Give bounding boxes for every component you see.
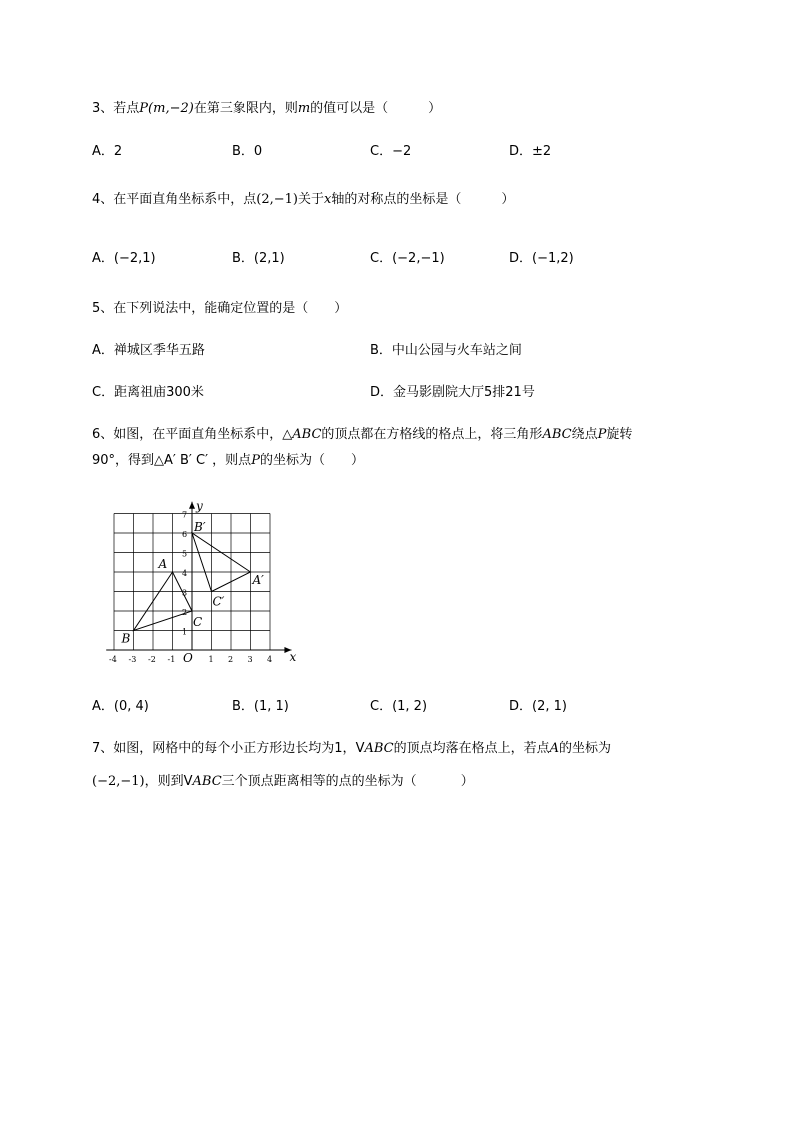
question-text: 90°，得到△A′ B′ C′ ，则点	[92, 453, 252, 468]
question-6	[92, 426, 632, 444]
question-number: 4、	[92, 192, 114, 207]
option-d[interactable]: D．金马影剧院大厅5排21号	[370, 385, 535, 400]
point-label: P	[251, 453, 260, 468]
vertex-label-c: C	[193, 615, 203, 629]
question-text: 在第三象限内，则	[193, 101, 298, 116]
question-text: 三个顶点距离相等的点的坐标为（	[221, 774, 417, 789]
vertex-label-a: A	[158, 557, 168, 571]
question-text: 在平面直角坐标系中，点	[113, 192, 257, 207]
y-tick-label: 3	[182, 588, 188, 598]
x-tick-label: -1	[167, 655, 176, 664]
answer-paren-close: ）	[501, 192, 515, 207]
question-text: 的顶点都在方格线的格点上，将三角形	[321, 427, 543, 442]
triangle-abc	[134, 572, 193, 631]
option-c[interactable]: C．(1, 2)	[370, 699, 428, 714]
question-4	[92, 191, 514, 209]
question-number: 3、	[92, 101, 114, 116]
question-text: 若点	[113, 101, 140, 116]
triangle-symbol: V	[183, 774, 193, 789]
x-tick-label: 4	[267, 655, 273, 664]
coordinate-figure	[100, 490, 300, 670]
triangle-label: ABC	[292, 427, 322, 442]
option-a[interactable]: A．2	[92, 144, 123, 159]
question-number: 7、	[92, 741, 114, 756]
option-a[interactable]: A．禅城区季华五路	[92, 343, 205, 358]
question-3	[92, 100, 441, 118]
question-text: 的坐标为（	[259, 453, 325, 468]
question-number: 6、	[92, 427, 114, 442]
option-b[interactable]: B．(2,1)	[232, 251, 285, 266]
triangle-label: ABC	[542, 427, 572, 442]
question-text: 的坐标为	[559, 741, 612, 756]
vertex-label-c-prime: C′	[212, 594, 225, 609]
option-b[interactable]: B．(1, 1)	[232, 699, 289, 714]
question-text: 的值可以是（	[310, 101, 389, 116]
point-label: A	[549, 741, 560, 756]
y-tick-label: 1	[182, 627, 188, 637]
answer-paren-close: ）	[428, 101, 442, 116]
question-text: 的顶点均落在格点上，若点	[393, 741, 550, 756]
point-label: P(m,−2)	[139, 101, 194, 116]
question-5	[92, 300, 347, 318]
question-number: 5、	[92, 301, 114, 316]
option-d[interactable]: D．(−1,2)	[509, 251, 574, 266]
answer-paren-close: ）	[334, 301, 348, 316]
x-tick-label: -4	[109, 655, 117, 664]
question-text: 关于	[298, 192, 325, 207]
question-text: 在下列说法中，能确定位置的是（	[113, 301, 309, 316]
question-text: 轴的对称点的坐标是（	[331, 192, 462, 207]
y-tick-label: 5	[182, 549, 188, 559]
option-a[interactable]: A．(−2,1)	[92, 251, 156, 266]
variable-label: m	[297, 101, 311, 116]
triangle-abc-prime	[192, 533, 251, 592]
x-tick-label: -3	[128, 655, 137, 664]
option-a[interactable]: A．(0, 4)	[92, 699, 149, 714]
triangle-label: ABC	[364, 741, 394, 756]
question-text: 绕点	[571, 427, 598, 442]
question-7-line-2	[92, 773, 474, 791]
y-axis-label: y	[196, 498, 203, 513]
question-text: 旋转	[606, 427, 633, 442]
question-text: 如图，在平面直角坐标系中，△	[113, 427, 293, 442]
option-d[interactable]: D．±2	[509, 144, 552, 159]
axis-label: x	[324, 192, 332, 207]
triangle-symbol: V	[355, 741, 365, 756]
x-tick-label: 3	[247, 655, 253, 664]
option-c[interactable]: C．距离祖庙300米	[92, 385, 204, 400]
x-axis-label: x	[289, 650, 297, 664]
x-tick-label: 1	[208, 655, 214, 664]
question-6-line-2	[92, 452, 364, 470]
option-b[interactable]: B．0	[232, 144, 263, 159]
point-label: (2,−1)	[256, 192, 299, 207]
y-tick-label: 4	[182, 569, 188, 578]
x-tick-label: -2	[148, 655, 156, 664]
vertex-label-b: B	[121, 631, 131, 646]
triangle-label: ABC	[192, 774, 222, 789]
option-b[interactable]: B．中山公园与火车站之间	[370, 343, 522, 358]
question-7	[92, 740, 611, 758]
coordinate-label: (−2,−1)	[92, 774, 145, 789]
question-text: 如图，网格中的每个小正方形边长均为1，	[113, 741, 356, 756]
option-c[interactable]: C．−2	[370, 144, 412, 159]
answer-paren-close: ）	[460, 774, 474, 789]
y-tick-label: 2	[182, 608, 188, 617]
point-label: P	[597, 427, 607, 442]
option-d[interactable]: D．(2, 1)	[509, 699, 567, 714]
coordinate-grid-svg	[100, 490, 300, 670]
option-c[interactable]: C．(−2,−1)	[370, 251, 445, 266]
y-axis-arrow	[189, 502, 195, 509]
origin-label: O	[183, 651, 193, 665]
y-tick-label: 6	[182, 530, 188, 539]
answer-paren-close: ）	[350, 453, 364, 468]
vertex-label-b-prime: B′	[194, 520, 206, 534]
x-tick-label: 2	[228, 655, 234, 664]
vertex-label-a-prime: A′	[252, 573, 264, 587]
y-tick-label: 7	[182, 510, 188, 520]
question-text: ，则到	[144, 774, 184, 789]
